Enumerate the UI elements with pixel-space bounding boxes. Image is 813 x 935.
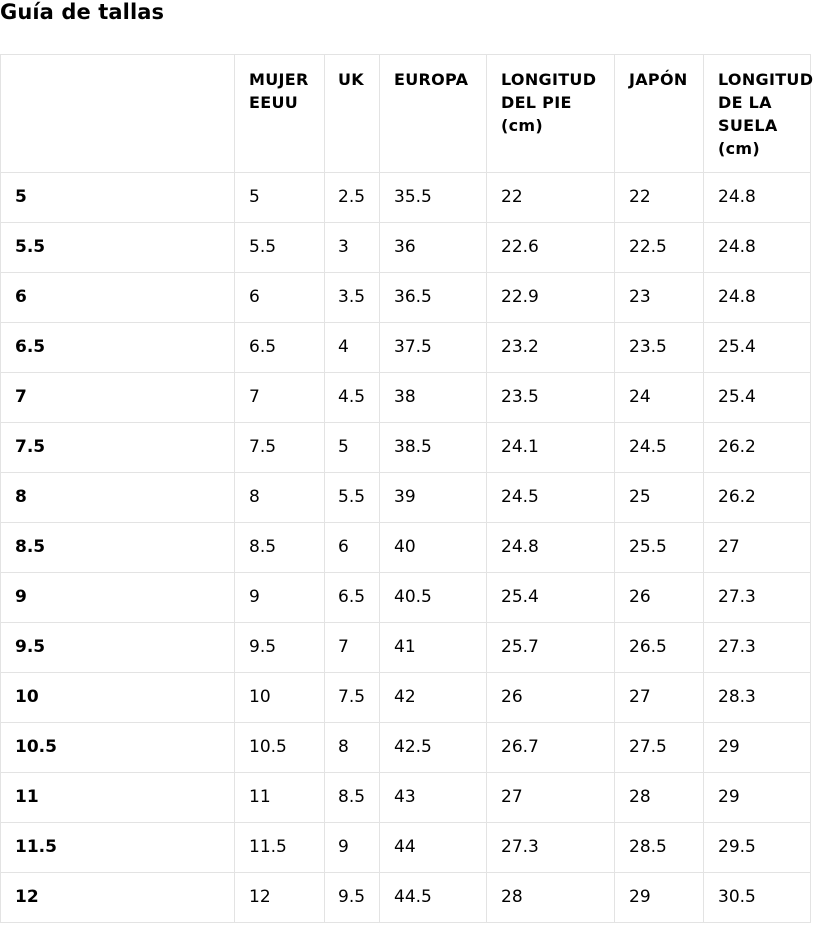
cell-size: 11 [1,773,235,823]
cell-longitud-suela: 25.4 [704,323,811,373]
cell-mujer-eeuu: 5 [235,173,325,223]
cell-mujer-eeuu: 12 [235,873,325,923]
cell-size: 9.5 [1,623,235,673]
cell-longitud-suela: 29 [704,723,811,773]
cell-longitud-suela: 26.2 [704,423,811,473]
cell-size: 11.5 [1,823,235,873]
cell-europa: 42 [380,673,487,723]
table-row [1,873,811,923]
cell-size: 7 [1,373,235,423]
cell-size: 8.5 [1,523,235,573]
cell-uk: 6.5 [325,573,380,623]
cell-longitud-pie: 27.3 [487,823,615,873]
cell-longitud-suela: 29 [704,773,811,823]
cell-longitud-suela: 25.4 [704,373,811,423]
header-japon: JAPÓN [615,55,704,173]
table-row [1,323,811,373]
cell-japon: 22 [615,173,704,223]
cell-uk: 3 [325,223,380,273]
cell-europa: 41 [380,623,487,673]
header-uk: UK [325,55,380,173]
page-title: Guía de tallas [0,0,165,24]
cell-japon: 26 [615,573,704,623]
cell-europa: 42.5 [380,723,487,773]
size-table-body [1,173,811,923]
cell-japon: 24 [615,373,704,423]
table-row [1,223,811,273]
cell-uk: 7 [325,623,380,673]
cell-uk: 3.5 [325,273,380,323]
cell-size: 6 [1,273,235,323]
header-europa: EUROPA [380,55,487,173]
cell-japon: 29 [615,873,704,923]
table-row [1,523,811,573]
table-row [1,423,811,473]
cell-mujer-eeuu: 11.5 [235,823,325,873]
table-row [1,573,811,623]
cell-longitud-suela: 27.3 [704,623,811,673]
cell-japon: 23 [615,273,704,323]
cell-europa: 39 [380,473,487,523]
header-longitud-pie: LONGITUD DEL PIE (cm) [487,55,615,173]
cell-uk: 4 [325,323,380,373]
cell-uk: 9 [325,823,380,873]
cell-longitud-pie: 24.1 [487,423,615,473]
header-size [1,55,235,173]
table-row [1,373,811,423]
table-row [1,623,811,673]
cell-japon: 25 [615,473,704,523]
cell-mujer-eeuu: 10 [235,673,325,723]
cell-mujer-eeuu: 7.5 [235,423,325,473]
cell-uk: 4.5 [325,373,380,423]
cell-japon: 22.5 [615,223,704,273]
cell-uk: 5 [325,423,380,473]
cell-longitud-pie: 28 [487,873,615,923]
cell-mujer-eeuu: 11 [235,773,325,823]
cell-longitud-suela: 28.3 [704,673,811,723]
cell-europa: 36 [380,223,487,273]
table-row [1,473,811,523]
cell-uk: 8.5 [325,773,380,823]
table-row [1,673,811,723]
cell-mujer-eeuu: 9 [235,573,325,623]
size-table-container [0,54,813,923]
cell-mujer-eeuu: 8.5 [235,523,325,573]
cell-longitud-suela: 30.5 [704,873,811,923]
cell-longitud-pie: 26.7 [487,723,615,773]
cell-longitud-pie: 22.6 [487,223,615,273]
cell-longitud-pie: 23.2 [487,323,615,373]
cell-japon: 24.5 [615,423,704,473]
cell-size: 8 [1,473,235,523]
cell-uk: 8 [325,723,380,773]
cell-europa: 40 [380,523,487,573]
cell-mujer-eeuu: 8 [235,473,325,523]
cell-longitud-suela: 24.8 [704,223,811,273]
cell-longitud-suela: 27 [704,523,811,573]
cell-longitud-suela: 24.8 [704,273,811,323]
cell-mujer-eeuu: 10.5 [235,723,325,773]
header-row [1,55,811,173]
cell-size: 10 [1,673,235,723]
table-row [1,273,811,323]
cell-longitud-suela: 24.8 [704,173,811,223]
table-row [1,823,811,873]
cell-longitud-pie: 22 [487,173,615,223]
cell-mujer-eeuu: 6 [235,273,325,323]
cell-size: 9 [1,573,235,623]
cell-mujer-eeuu: 9.5 [235,623,325,673]
cell-europa: 44.5 [380,873,487,923]
cell-uk: 6 [325,523,380,573]
cell-size: 5.5 [1,223,235,273]
cell-japon: 27 [615,673,704,723]
cell-size: 10.5 [1,723,235,773]
cell-mujer-eeuu: 6.5 [235,323,325,373]
cell-uk: 5.5 [325,473,380,523]
cell-uk: 2.5 [325,173,380,223]
cell-japon: 28.5 [615,823,704,873]
cell-europa: 38 [380,373,487,423]
cell-japon: 27.5 [615,723,704,773]
cell-japon: 25.5 [615,523,704,573]
cell-size: 5 [1,173,235,223]
cell-longitud-pie: 23.5 [487,373,615,423]
cell-longitud-pie: 27 [487,773,615,823]
table-row [1,773,811,823]
cell-mujer-eeuu: 7 [235,373,325,423]
cell-europa: 37.5 [380,323,487,373]
header-mujer-eeuu: MUJER EEUU [235,55,325,173]
size-table-header [1,55,811,173]
cell-longitud-pie: 25.7 [487,623,615,673]
cell-longitud-pie: 26 [487,673,615,723]
cell-japon: 26.5 [615,623,704,673]
cell-uk: 7.5 [325,673,380,723]
cell-europa: 35.5 [380,173,487,223]
cell-longitud-pie: 22.9 [487,273,615,323]
cell-longitud-pie: 24.5 [487,473,615,523]
cell-longitud-pie: 25.4 [487,573,615,623]
cell-europa: 36.5 [380,273,487,323]
table-row [1,723,811,773]
cell-size: 6.5 [1,323,235,373]
header-longitud-suela: LONGITUD DE LA SUELA (cm) [704,55,811,173]
cell-uk: 9.5 [325,873,380,923]
cell-mujer-eeuu: 5.5 [235,223,325,273]
cell-longitud-suela: 26.2 [704,473,811,523]
cell-europa: 40.5 [380,573,487,623]
cell-longitud-pie: 24.8 [487,523,615,573]
cell-size: 7.5 [1,423,235,473]
cell-longitud-suela: 27.3 [704,573,811,623]
cell-europa: 38.5 [380,423,487,473]
cell-europa: 44 [380,823,487,873]
table-row [1,173,811,223]
cell-europa: 43 [380,773,487,823]
cell-japon: 23.5 [615,323,704,373]
cell-japon: 28 [615,773,704,823]
size-table [0,54,811,923]
cell-longitud-suela: 29.5 [704,823,811,873]
cell-size: 12 [1,873,235,923]
